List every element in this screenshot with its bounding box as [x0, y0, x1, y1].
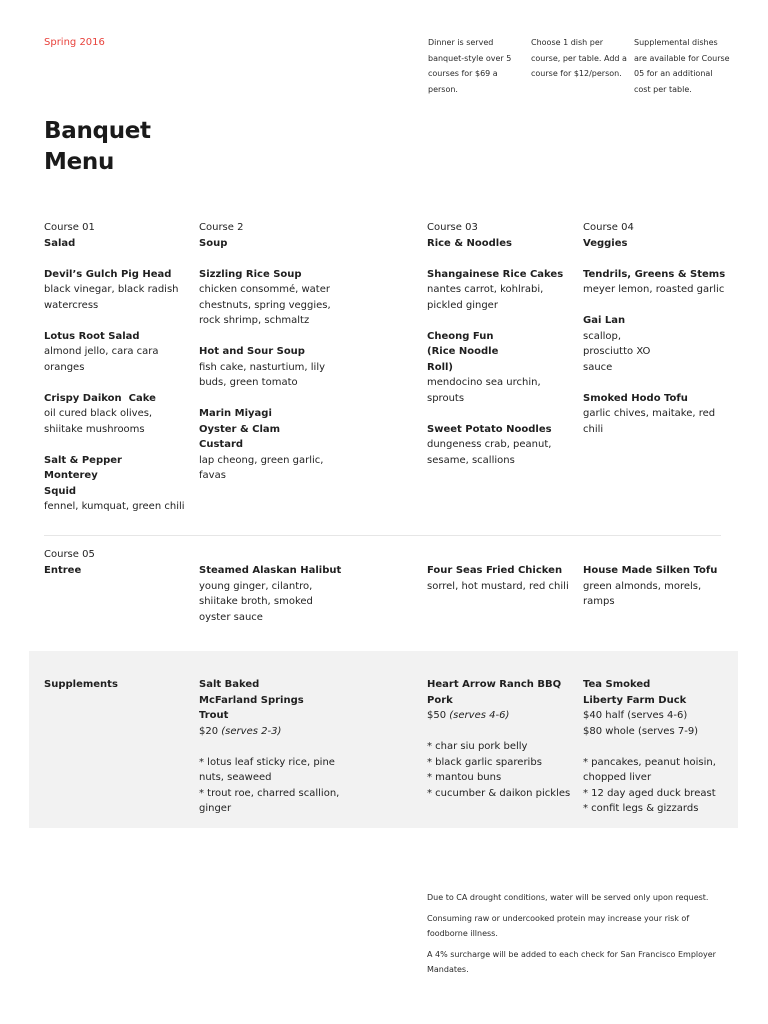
supplement-side: * trout roe, charred scallion, ginger: [199, 787, 340, 814]
note-raw-protein: Consuming raw or undercooked protein may increase your risk of foodborne illness.: [427, 913, 690, 938]
dish-description: young ginger, cilantro, shiitake broth, smoked oyster sauce: [199, 580, 313, 623]
course-label: Course 05: [44, 549, 95, 560]
entree-dish-chicken: [427, 563, 577, 594]
dish-name: Salt & Pepper Monterey Squid: [44, 454, 122, 497]
dish-description: oil cured black olives, shiitake mushrooms: [44, 408, 153, 435]
dish-name: Sweet Potato Noodles: [427, 423, 552, 435]
info-supplements: Supplemental dishes are available for Course 05 for an additional cost per table.: [634, 38, 730, 94]
page-title-line2: Menu: [44, 149, 115, 175]
entree-dish-halibut: [199, 563, 344, 625]
dish-item: [427, 422, 572, 469]
course-title: Entree: [44, 564, 82, 576]
dish-name: Lotus Root Salad: [44, 330, 140, 342]
course-03-column: [427, 220, 572, 468]
dish-description: fish cake, nasturtium, lily buds, green tomato: [199, 361, 326, 388]
supplement-side: * mantou buns: [427, 772, 502, 783]
season-label: Spring 2016: [44, 37, 105, 48]
dish-name: Hot and Sour Soup: [199, 346, 305, 357]
dish-description: garlic chives, maitake, red chili: [583, 408, 716, 435]
course-01-column: [44, 220, 189, 515]
dish-name: Gai Lan: [583, 315, 626, 326]
supplement-price-line: [199, 724, 344, 740]
dish-name: Steamed Alaskan Halibut: [199, 565, 342, 576]
dish-description: sorrel, hot mustard, red chili: [427, 580, 569, 592]
note-surcharge: A 4% surcharge will be added to each check for San Francisco Employer Mandates.: [427, 949, 716, 974]
supplement-trout: [199, 677, 344, 817]
dish-item: [583, 313, 728, 375]
supplement-serves: (serves 4-6): [449, 710, 510, 721]
supplement-side: * black garlic spareribs: [427, 756, 542, 768]
supplement-name: Tea Smoked Liberty Farm Duck: [583, 679, 687, 706]
dish-description: scallop, prosciutto XO sauce: [583, 330, 651, 373]
supplement-price: $50: [427, 710, 447, 721]
course-title: Salad: [44, 237, 76, 249]
dish-description: lap cheong, green garlic, favas: [199, 454, 324, 481]
supplement-sides: [199, 755, 344, 817]
dish-name: Tendrils, Greens & Stems: [583, 268, 726, 280]
course-02-column: [199, 220, 344, 484]
dish-item: [427, 329, 572, 407]
dish-description: mendocino sea urchin, sprouts: [427, 377, 541, 404]
dish-description: green almonds, morels, ramps: [583, 580, 702, 607]
entree-dish-tofu: [583, 563, 728, 610]
supplement-price-line: [427, 708, 577, 724]
dish-item: [44, 453, 189, 515]
dish-item: [583, 267, 728, 298]
section-divider: [44, 535, 721, 536]
course-label: Course 2: [199, 222, 244, 233]
dish-item: [44, 329, 189, 376]
supplement-sides: [427, 739, 577, 801]
dish-description: meyer lemon, roasted garlic: [583, 284, 725, 295]
info-ordering: Choose 1 dish per course, per table. Add a course for $12/person.: [531, 38, 627, 78]
course-title: Soup: [199, 237, 228, 249]
page-title: [44, 116, 151, 178]
supplement-serves: (serves 2-3): [221, 725, 282, 737]
course-05-heading: [44, 547, 189, 578]
dish-name: House Made Silken Tofu: [583, 565, 718, 576]
supplement-sides: [583, 755, 728, 817]
dish-item: [199, 344, 344, 391]
dish-description: dungeness crab, peanut, sesame, scallions: [427, 439, 552, 466]
dish-description: almond jello, cara cara oranges: [44, 346, 159, 373]
course-title: Veggies: [583, 237, 628, 249]
supplement-side: * pancakes, peanut hoisin, chopped liver: [583, 756, 716, 783]
supplement-name: Salt Baked McFarland Springs Trout: [199, 679, 304, 721]
dish-description: black vinegar, black radish watercress: [44, 284, 179, 311]
supplement-price-half: $40 half (serves 4-6): [583, 710, 688, 721]
dish-name: Smoked Hodo Tofu: [583, 392, 688, 404]
dish-item: [583, 391, 728, 438]
supplement-price-whole: $80 whole (serves 7-9): [583, 725, 699, 737]
note-water: Due to CA drought conditions, water will be served only upon request.: [427, 893, 709, 902]
course-label: Course 03: [427, 222, 478, 233]
dish-name: Devil’s Gulch Pig Head: [44, 268, 172, 280]
dish-name: Crispy Daikon Cake: [44, 392, 156, 404]
info-pricing: Dinner is served banquet-style over 5 courses for $69 a person.: [428, 38, 512, 94]
supplement-name: Heart Arrow Ranch BBQ Pork: [427, 679, 562, 706]
supplement-price: $20: [199, 725, 219, 737]
page-title-line1: Banquet: [44, 118, 151, 144]
dish-name: Sizzling Rice Soup: [199, 268, 302, 280]
dish-item: [199, 406, 344, 484]
footer-notes: [427, 890, 727, 983]
supplement-duck: [583, 677, 728, 817]
dish-item: [44, 267, 189, 314]
dish-name: Shangainese Rice Cakes: [427, 268, 564, 280]
supplement-side: * char siu pork belly: [427, 741, 528, 752]
dish-name: Four Seas Fried Chicken: [427, 565, 563, 576]
dish-description: nantes carrot, kohlrabi, pickled ginger: [427, 284, 544, 311]
course-title: Rice & Noodles: [427, 237, 512, 249]
supplement-side: * confit legs & gizzards: [583, 803, 699, 814]
dish-item: [427, 267, 572, 314]
course-label: Course 01: [44, 222, 95, 233]
supplement-side: * 12 day aged duck breast: [583, 787, 716, 799]
supplement-pork: [427, 677, 577, 801]
course-label: Course 04: [583, 222, 634, 233]
dish-name: Marin Miyagi Oyster & Clam Custard: [199, 408, 281, 450]
dish-item: [44, 391, 189, 438]
supplements-title: Supplements: [44, 679, 118, 690]
dish-description: fennel, kumquat, green chili: [44, 501, 185, 512]
course-04-column: [583, 220, 728, 437]
supplement-side: * cucumber & daikon pickles: [427, 787, 571, 799]
dish-description: chicken consommé, water chestnuts, spring veggies, rock shrimp, schmaltz: [199, 284, 331, 326]
dish-item: [199, 267, 344, 329]
supplement-side: * lotus leaf sticky rice, pine nuts, seaweed: [199, 756, 335, 783]
dish-name: Cheong Fun (Rice Noodle Roll): [427, 330, 499, 373]
